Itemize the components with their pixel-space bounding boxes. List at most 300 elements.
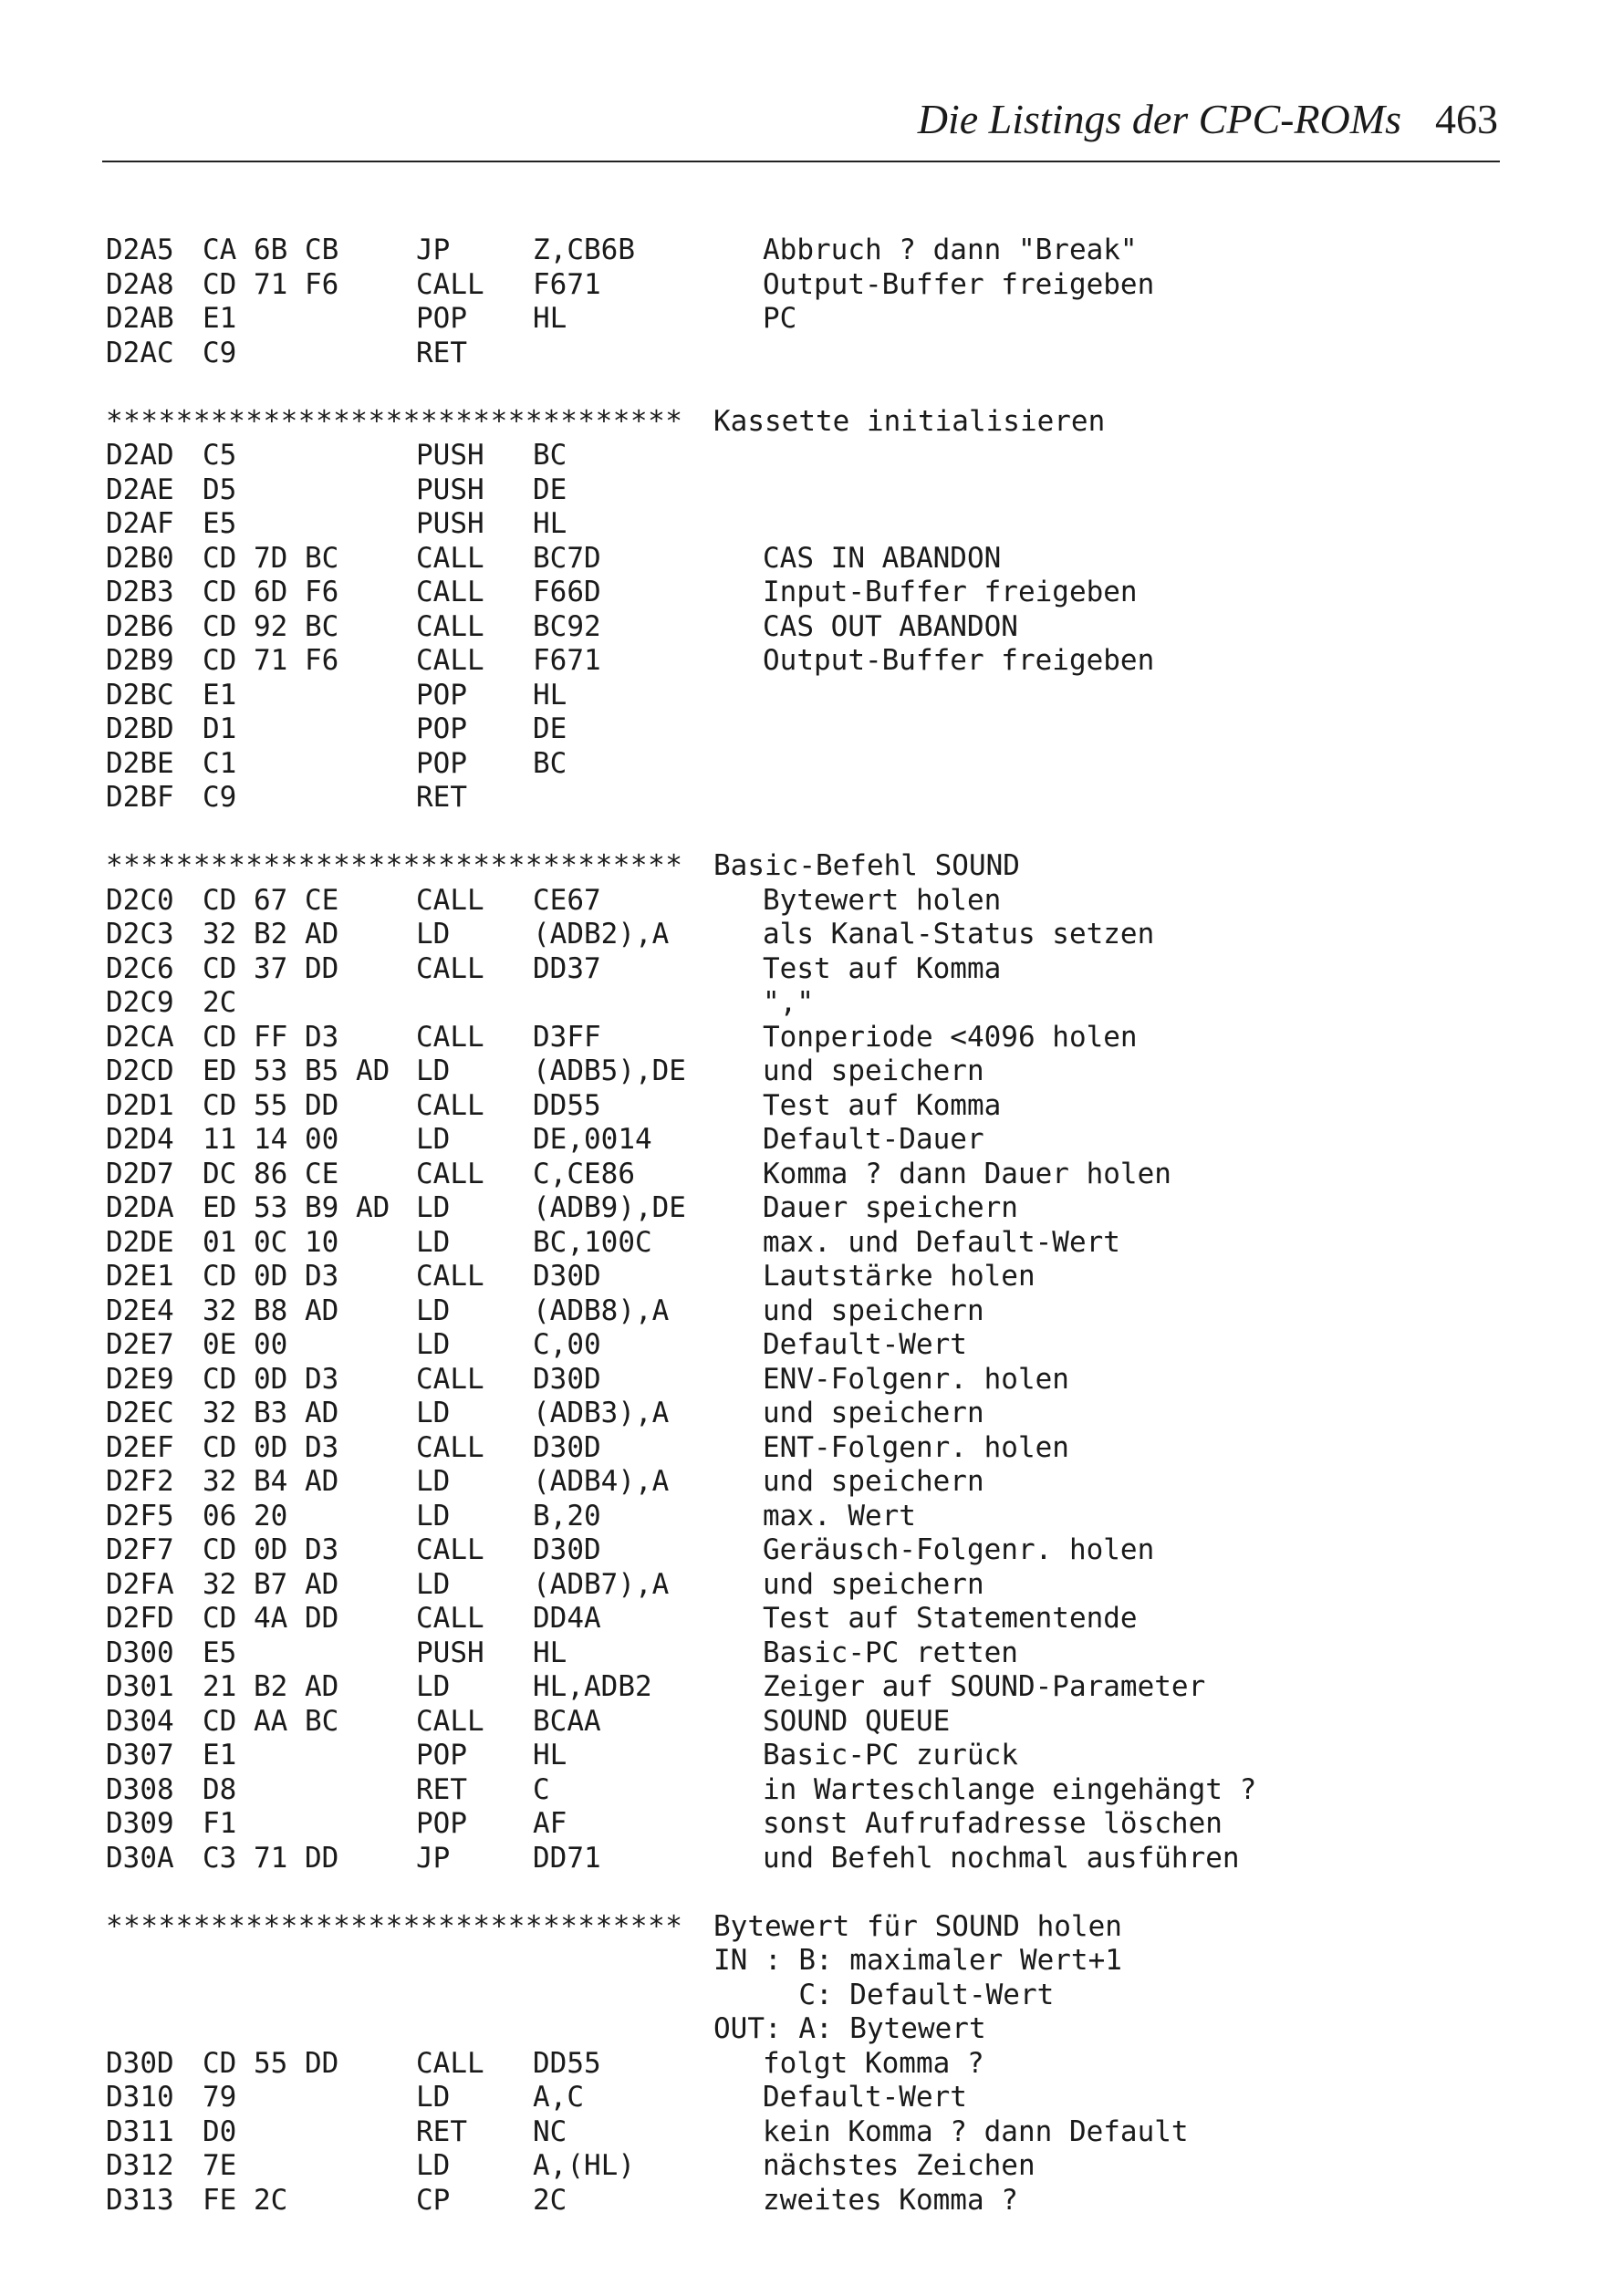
address: D2BE [106,746,174,780]
comment: Bytewert holen [763,883,1002,917]
address: D2F7 [106,1533,174,1566]
mnemonic: LD [416,1397,451,1429]
operand: BC [533,746,567,780]
comment: Lautstärke holen [763,1260,1035,1293]
opcode-bytes: 79 [203,2081,237,2114]
mnemonic: LD [416,1567,451,1601]
section-heading: Basic-Befehl SOUND [713,849,1020,882]
mnemonic: PUSH [416,1636,484,1669]
opcode-bytes: CD 71 F6 [203,267,339,301]
mnemonic: RET [416,2114,467,2148]
mnemonic: CALL [416,1430,484,1464]
mnemonic: CALL [416,1020,484,1054]
comment: "," [763,986,814,1019]
mnemonic: LD [416,1670,451,1703]
opcode-bytes: 06 20 [203,1499,288,1532]
comment: Input-Buffer freigeben [763,576,1138,608]
mnemonic: POP [416,1807,467,1840]
mnemonic: LD [416,2149,451,2182]
operand: F66D [533,576,601,608]
mnemonic: RET [416,336,467,369]
operand: D30D [533,1362,601,1396]
code-line [106,268,1511,303]
code-line [106,1500,1511,1534]
mnemonic: CALL [416,883,484,917]
comment: ENV-Folgenr. holen [763,1362,1069,1396]
code-line [106,952,1511,987]
code-line [106,2184,1511,2218]
opcode-bytes: E1 [203,1739,237,1771]
address: D313 [106,2183,174,2217]
opcode-bytes: C1 [203,746,237,780]
code-line [106,1363,1511,1397]
operand: D30D [533,1533,601,1566]
comment: in Warteschlange eingehängt ? [763,1772,1257,1806]
operand: 2C [533,2183,567,2217]
code-line [106,1705,1511,1740]
comment: Dauer speichern [763,1191,1018,1224]
comment: Test auf Komma [763,1088,1002,1122]
operand: B,20 [533,1499,601,1532]
opcode-bytes: C9 [203,781,237,814]
page-number: 463 [1435,96,1498,142]
code-line [106,337,1511,371]
address: D2D7 [106,1157,174,1190]
section-heading: Bytewert für SOUND holen [713,1909,1122,1943]
opcode-bytes: E5 [203,1636,237,1669]
operand: HL [533,1636,567,1669]
code-line [106,1602,1511,1636]
address: D2E7 [106,1328,174,1361]
code-line [106,1670,1511,1705]
opcode-bytes: 32 B2 AD [203,918,339,951]
opcode-bytes: F1 [203,1807,237,1840]
mnemonic: RET [416,1772,467,1806]
code-line [106,884,1511,919]
code-line [106,1807,1511,1842]
code-line [106,2115,1511,2150]
comment: Output-Buffer freigeben [763,644,1155,677]
address: D2D4 [106,1123,174,1156]
opcode-bytes: C3 71 DD [203,1841,339,1875]
operand: A,C [533,2081,584,2114]
section-heading: Kassette initialisieren [713,404,1106,438]
mnemonic: CALL [416,541,484,575]
address: D2DA [106,1191,174,1224]
comment: Abbruch ? dann "Break" [763,234,1138,266]
mnemonic: LD [416,918,451,951]
address: D309 [106,1807,174,1840]
operand: (ADB2),A [533,918,670,951]
address: D2C0 [106,883,174,917]
opcode-bytes: CD 7D BC [203,541,339,575]
blank-line [106,370,1511,405]
opcode-bytes: ED 53 B5 AD [203,1054,390,1087]
address: D2E1 [106,1260,174,1293]
parameter-note [106,2012,1511,2047]
opcode-bytes: 32 B3 AD [203,1397,339,1429]
address: D2F5 [106,1499,174,1532]
mnemonic: CALL [416,644,484,677]
operand: F671 [533,267,601,301]
operand: F671 [533,644,601,677]
mnemonic: POP [416,712,467,745]
mnemonic: POP [416,678,467,712]
mnemonic: POP [416,302,467,335]
operand: BC,100C [533,1225,652,1259]
code-line [106,1021,1511,1055]
address: D310 [106,2081,174,2114]
code-line [106,576,1511,610]
opcode-bytes: 11 14 00 [203,1123,339,1156]
operand: D3FF [533,1020,601,1054]
operand: HL [533,507,567,540]
address: D2B9 [106,644,174,677]
opcode-bytes: C9 [203,336,237,369]
code-line [106,781,1511,816]
operand: D30D [533,1260,601,1293]
code-line [106,2047,1511,2082]
mnemonic: CALL [416,951,484,985]
comment: und speichern [763,1054,984,1087]
blank-line [106,1875,1511,1910]
address: D2BC [106,678,174,712]
comment: Test auf Komma [763,951,1002,985]
address: D30A [106,1841,174,1875]
comment: Test auf Statementende [763,1602,1138,1635]
address: D2AF [106,507,174,540]
address: D2AC [106,336,174,369]
comment: als Kanal-Status setzen [763,918,1155,951]
mnemonic: LD [416,1191,451,1224]
opcode-bytes: 32 B7 AD [203,1567,339,1601]
operand: DD37 [533,951,601,985]
opcode-bytes: D5 [203,473,237,506]
operand: C,CE86 [533,1157,635,1190]
code-line [106,302,1511,337]
address: D2B0 [106,541,174,575]
comment: Default-Wert [763,2081,967,2114]
code-line [106,1397,1511,1431]
mnemonic: LD [416,1293,451,1327]
code-line [106,1739,1511,1773]
operand: C,00 [533,1328,601,1361]
operand: D30D [533,1430,601,1464]
address: D2AD [106,439,174,472]
operand: DD55 [533,2046,601,2080]
comment: nächstes Zeichen [763,2149,1035,2182]
separator-stars: ********************************* [106,404,683,438]
operand: DD4A [533,1602,601,1635]
mnemonic: CALL [416,609,484,643]
code-line [106,1636,1511,1671]
operand: DE [533,712,567,745]
opcode-bytes: CD FF D3 [203,1020,339,1054]
opcode-bytes: CD 55 DD [203,1088,339,1122]
comment: und speichern [763,1397,984,1429]
comment: CAS IN ABANDON [763,541,1002,575]
separator-stars: ********************************* [106,849,683,882]
address: D2A8 [106,267,174,301]
opcode-bytes: 21 B2 AD [203,1670,339,1703]
comment: Basic-PC retten [763,1636,1018,1669]
operand: (ADB5),DE [533,1054,686,1087]
parameter-note [106,1979,1511,2013]
mnemonic: POP [416,746,467,780]
code-line [106,1568,1511,1603]
address: D2C6 [106,951,174,985]
comment: Default-Dauer [763,1123,984,1156]
mnemonic: CALL [416,1533,484,1566]
opcode-bytes: 7E [203,2149,237,2182]
mnemonic: CALL [416,267,484,301]
mnemonic: LD [416,1123,451,1156]
comment: folgt Komma ? [763,2046,984,2080]
comment: kein Komma ? dann Default [763,2114,1189,2148]
operand: BC7D [533,541,601,575]
operand: HL,ADB2 [533,1670,652,1703]
operand: (ADB8),A [533,1293,670,1327]
code-line [106,1294,1511,1329]
mnemonic: PUSH [416,507,484,540]
address: D2C3 [106,918,174,951]
address: D2EC [106,1397,174,1429]
note-text: C: Default-Wert [713,1978,1055,2011]
code-line [106,1328,1511,1363]
mnemonic: LD [416,1054,451,1087]
comment: und speichern [763,1293,984,1327]
comment: max. und Default-Wert [763,1225,1120,1259]
operand: (ADB9),DE [533,1191,686,1224]
opcode-bytes: CD 6D F6 [203,576,339,608]
operand: NC [533,2114,567,2148]
mnemonic: LD [416,1225,451,1259]
operand: CE67 [533,883,601,917]
code-line [106,1226,1511,1261]
comment: Basic-PC zurück [763,1739,1018,1771]
opcode-bytes: CD 0D D3 [203,1362,339,1396]
code-line [106,1773,1511,1808]
comment: Zeiger auf SOUND-Parameter [763,1670,1206,1703]
opcode-bytes: CD 0D D3 [203,1260,339,1293]
mnemonic: CALL [416,2046,484,2080]
comment: sonst Aufrufadresse löschen [763,1807,1223,1840]
mnemonic: CALL [416,576,484,608]
operand: A,(HL) [533,2149,635,2182]
address: D2A5 [106,234,174,266]
mnemonic: JP [416,234,451,266]
section-separator [106,849,1511,884]
address: D2BD [106,712,174,745]
opcode-bytes: 32 B8 AD [203,1293,339,1327]
parameter-note [106,1944,1511,1979]
opcode-bytes: CD 92 BC [203,609,339,643]
address: D2BF [106,781,174,814]
opcode-bytes: CD 67 CE [203,883,339,917]
address: D2DE [106,1225,174,1259]
mnemonic: CALL [416,1602,484,1635]
mnemonic: POP [416,1739,467,1771]
comment: Output-Buffer freigeben [763,267,1155,301]
separator-stars: ********************************* [106,1909,683,1943]
opcode-bytes: E1 [203,678,237,712]
operand: DD71 [533,1841,601,1875]
opcode-bytes: D0 [203,2114,237,2148]
operand: DE [533,473,567,506]
operand: Z,CB6B [533,234,635,266]
mnemonic: CALL [416,1704,484,1738]
address: D308 [106,1772,174,1806]
address: D2E9 [106,1362,174,1396]
code-line [106,1431,1511,1466]
operand: AF [533,1807,567,1840]
opcode-bytes: CD 37 DD [203,951,339,985]
opcode-bytes: C5 [203,439,237,472]
code-line [106,2149,1511,2184]
section-separator [106,1910,1511,1945]
opcode-bytes: DC 86 CE [203,1157,339,1190]
address: D304 [106,1704,174,1738]
blank-line [106,816,1511,850]
note-text: OUT: A: Bytewert [713,2012,986,2045]
operand: C [533,1772,550,1806]
address: D2B3 [106,576,174,608]
operand: HL [533,302,567,335]
opcode-bytes: 01 0C 10 [203,1225,339,1259]
page-header [102,88,1500,162]
code-line [106,234,1511,268]
opcode-bytes: CD 4A DD [203,1602,339,1635]
comment: und speichern [763,1465,984,1498]
code-line [106,2081,1511,2115]
code-line [106,1123,1511,1158]
address: D30D [106,2046,174,2080]
mnemonic: CALL [416,1362,484,1396]
operand: (ADB4),A [533,1465,670,1498]
mnemonic: CALL [416,1260,484,1293]
code-line [106,1089,1511,1124]
operand: (ADB3),A [533,1397,670,1429]
operand: BC [533,439,567,472]
address: D311 [106,2114,174,2148]
address: D307 [106,1739,174,1771]
opcode-bytes: E5 [203,507,237,540]
opcode-bytes: CD AA BC [203,1704,339,1738]
address: D2F2 [106,1465,174,1498]
mnemonic: CALL [416,1088,484,1122]
code-line [106,712,1511,747]
code-line [106,918,1511,952]
comment: Tonperiode <4096 holen [763,1020,1138,1054]
opcode-bytes: CD 0D D3 [203,1430,339,1464]
opcode-bytes: FE 2C [203,2183,288,2217]
address: D2C9 [106,986,174,1019]
mnemonic: CALL [416,1157,484,1190]
operand: DE,0014 [533,1123,652,1156]
mnemonic: PUSH [416,439,484,472]
code-line [106,747,1511,782]
code-line [106,507,1511,542]
mnemonic: LD [416,1499,451,1532]
code-line [106,1465,1511,1500]
code-line [106,542,1511,577]
comment: zweites Komma ? [763,2183,1018,2217]
comment: Default-Wert [763,1328,967,1361]
opcode-bytes: E1 [203,302,237,335]
comment: CAS OUT ABANDON [763,609,1018,643]
code-line [106,644,1511,679]
operand: BC92 [533,609,601,643]
comment: SOUND QUEUE [763,1704,951,1738]
address: D2AB [106,302,174,335]
comment: PC [763,302,797,335]
comment: Geräusch-Folgenr. holen [763,1533,1155,1566]
opcode-bytes: CD 71 F6 [203,644,339,677]
mnemonic: RET [416,781,467,814]
operand: BCAA [533,1704,601,1738]
code-line [106,473,1511,508]
code-line [106,1533,1511,1568]
page-title: Die Listings der CPC-ROMs [917,96,1401,142]
opcode-bytes: D1 [203,712,237,745]
address: D312 [106,2149,174,2182]
operand: (ADB7),A [533,1567,670,1601]
opcode-bytes: D8 [203,1772,237,1806]
mnemonic: JP [416,1841,451,1875]
mnemonic: CP [416,2183,451,2217]
operand: HL [533,678,567,712]
mnemonic: PUSH [416,473,484,506]
code-line [106,610,1511,645]
opcode-bytes: CD 55 DD [203,2046,339,2080]
address: D2B6 [106,609,174,643]
opcode-bytes: ED 53 B9 AD [203,1191,390,1224]
operand: HL [533,1739,567,1771]
opcode-bytes: CA 6B CB [203,234,339,266]
code-line [106,1260,1511,1294]
code-line [106,986,1511,1021]
assembly-listing [106,234,1511,2218]
code-line [106,1158,1511,1192]
comment: Komma ? dann Dauer holen [763,1157,1171,1190]
comment: und speichern [763,1567,984,1601]
address: D2AE [106,473,174,506]
operand: DD55 [533,1088,601,1122]
address: D2CD [106,1054,174,1087]
address: D2FD [106,1602,174,1635]
code-line [106,439,1511,473]
comment: und Befehl nochmal ausführen [763,1841,1240,1875]
code-line [106,1191,1511,1226]
address: D2EF [106,1430,174,1464]
mnemonic: LD [416,2081,451,2114]
opcode-bytes: CD 0D D3 [203,1533,339,1566]
code-line [106,1842,1511,1876]
section-separator [106,405,1511,440]
address: D2E4 [106,1293,174,1327]
address: D301 [106,1670,174,1703]
code-line [106,679,1511,713]
mnemonic: LD [416,1465,451,1498]
address: D2CA [106,1020,174,1054]
comment: ENT-Folgenr. holen [763,1430,1069,1464]
opcode-bytes: 0E 00 [203,1328,288,1361]
opcode-bytes: 2C [203,986,237,1019]
address: D2D1 [106,1088,174,1122]
opcode-bytes: 32 B4 AD [203,1465,339,1498]
comment: max. Wert [763,1499,916,1532]
address: D300 [106,1636,174,1669]
